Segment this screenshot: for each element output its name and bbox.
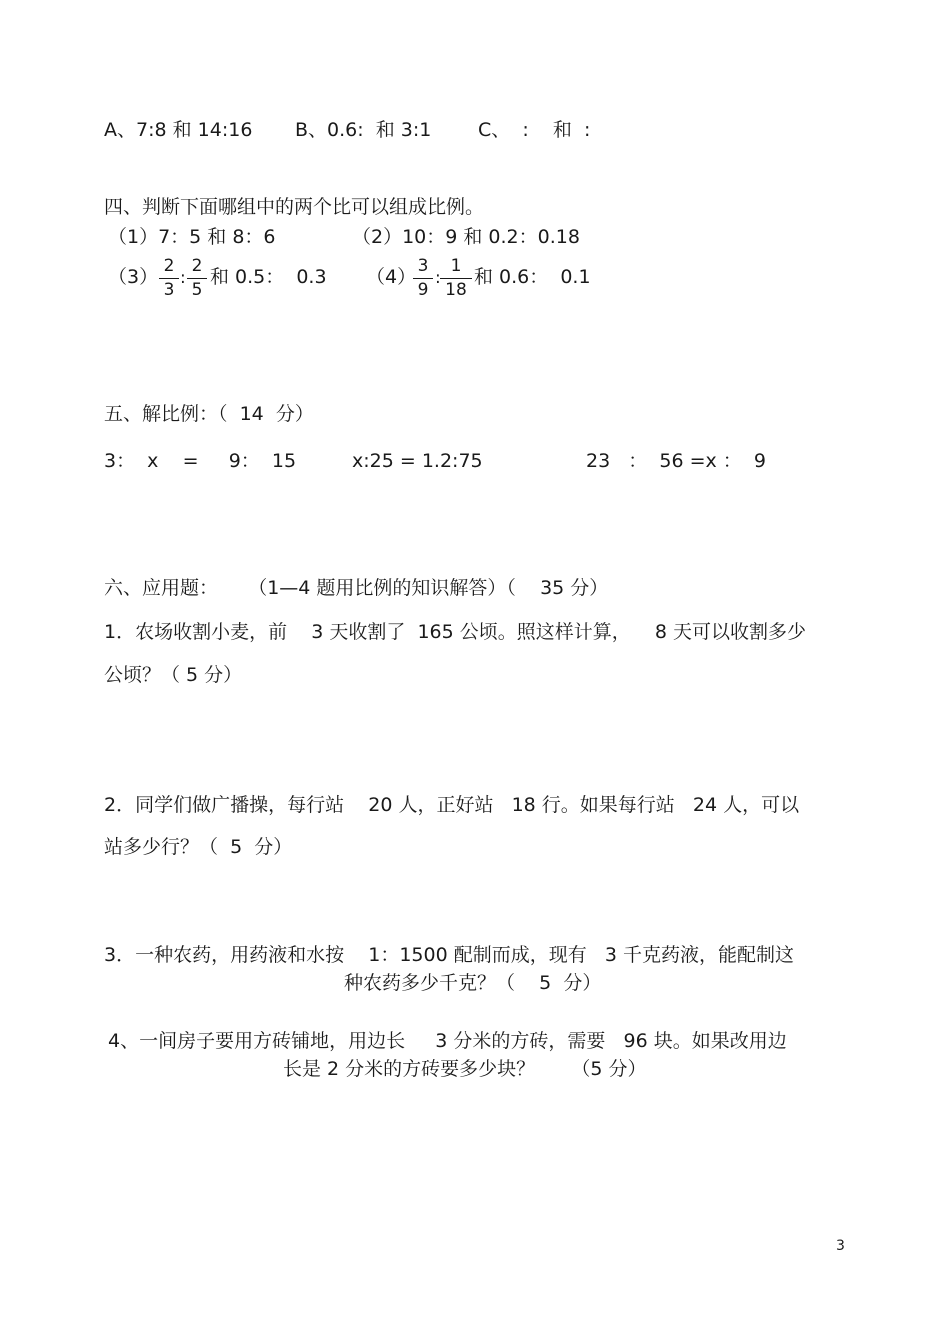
option-c: C、 : 和 : — [478, 119, 591, 141]
section4-item3-tail: 和 0.5： 0.3 — [210, 266, 327, 288]
question-3-line1: 3．一种农药，用药液和水按 1：1500 配制而成，现有 3 千克药液，能配制这 — [104, 944, 794, 966]
section4-heading: 四、判断下面哪组中的两个比可以组成比例。 — [104, 196, 485, 218]
proportion-equation-3: 23 ： 56 =x ： 9 — [586, 450, 766, 472]
proportion-equation-2: x:25 = 1.2:75 — [352, 450, 483, 472]
option-b: B、0.6: 和 3:1 — [295, 119, 432, 141]
section4-item4-tail: 和 0.6： 0.1 — [474, 266, 591, 288]
section4-item2: （2）10：9 和 0.2：0.18 — [352, 226, 580, 248]
fraction-numerator: 1 — [450, 256, 462, 276]
fraction-denominator: 5 — [191, 280, 203, 300]
fraction-numerator: 2 — [191, 256, 203, 276]
question-4-line1: 4、一间房子要用方砖铺地，用边长 3 分米的方砖，需要 96 块。如果改用边 — [108, 1030, 787, 1052]
fraction-denominator: 18 — [445, 280, 467, 300]
option-a: A、7:8 和 14:16 — [104, 119, 253, 141]
question-3-line2: 种农药多少千克？（ 5 分） — [344, 972, 602, 994]
section4-item3-label: （3） — [108, 266, 159, 288]
section6-heading: 六、应用题： （1—4 题用比例的知识解答）（ 35 分） — [104, 577, 609, 599]
fraction-bar — [187, 278, 207, 279]
proportion-equation-1: 3： x = 9： 15 — [104, 450, 297, 472]
fraction-denominator: 9 — [417, 280, 429, 300]
question-4-line2: 长是 2 分米的方砖要多少块？ （5 分） — [283, 1058, 647, 1080]
ratio-colon: : — [435, 268, 441, 288]
fraction-numerator: 2 — [163, 256, 175, 276]
question-1-line2: 公顷？（ 5 分） — [104, 664, 243, 686]
fraction-2-5 — [186, 258, 208, 299]
section4-item1: （1）7：5 和 8：6 — [108, 226, 276, 248]
fraction-numerator: 3 — [417, 256, 429, 276]
section5-heading: 五、解比例：（ 14 分） — [104, 403, 314, 425]
ratio-colon: : — [180, 268, 186, 288]
question-2-line1: 2．同学们做广播操，每行站 20 人，正好站 18 行。如果每行站 24 人，可以 — [104, 794, 800, 816]
question-1-line1: 1．农场收割小麦，前 3 天收割了 165 公顷。照这样计算， 8 天可以收割多少 — [104, 621, 807, 643]
fraction-1-18 — [439, 258, 473, 299]
fraction-bar — [159, 278, 179, 279]
question-2-line2: 站多少行？（ 5 分） — [104, 836, 293, 858]
section4-item4-label: （4） — [366, 266, 417, 288]
page-number: 3 — [836, 1238, 845, 1254]
fraction-2-3 — [158, 258, 180, 299]
fraction-3-9 — [412, 258, 434, 299]
fraction-bar — [440, 278, 472, 279]
fraction-denominator: 3 — [163, 280, 175, 300]
fraction-bar — [413, 278, 433, 279]
